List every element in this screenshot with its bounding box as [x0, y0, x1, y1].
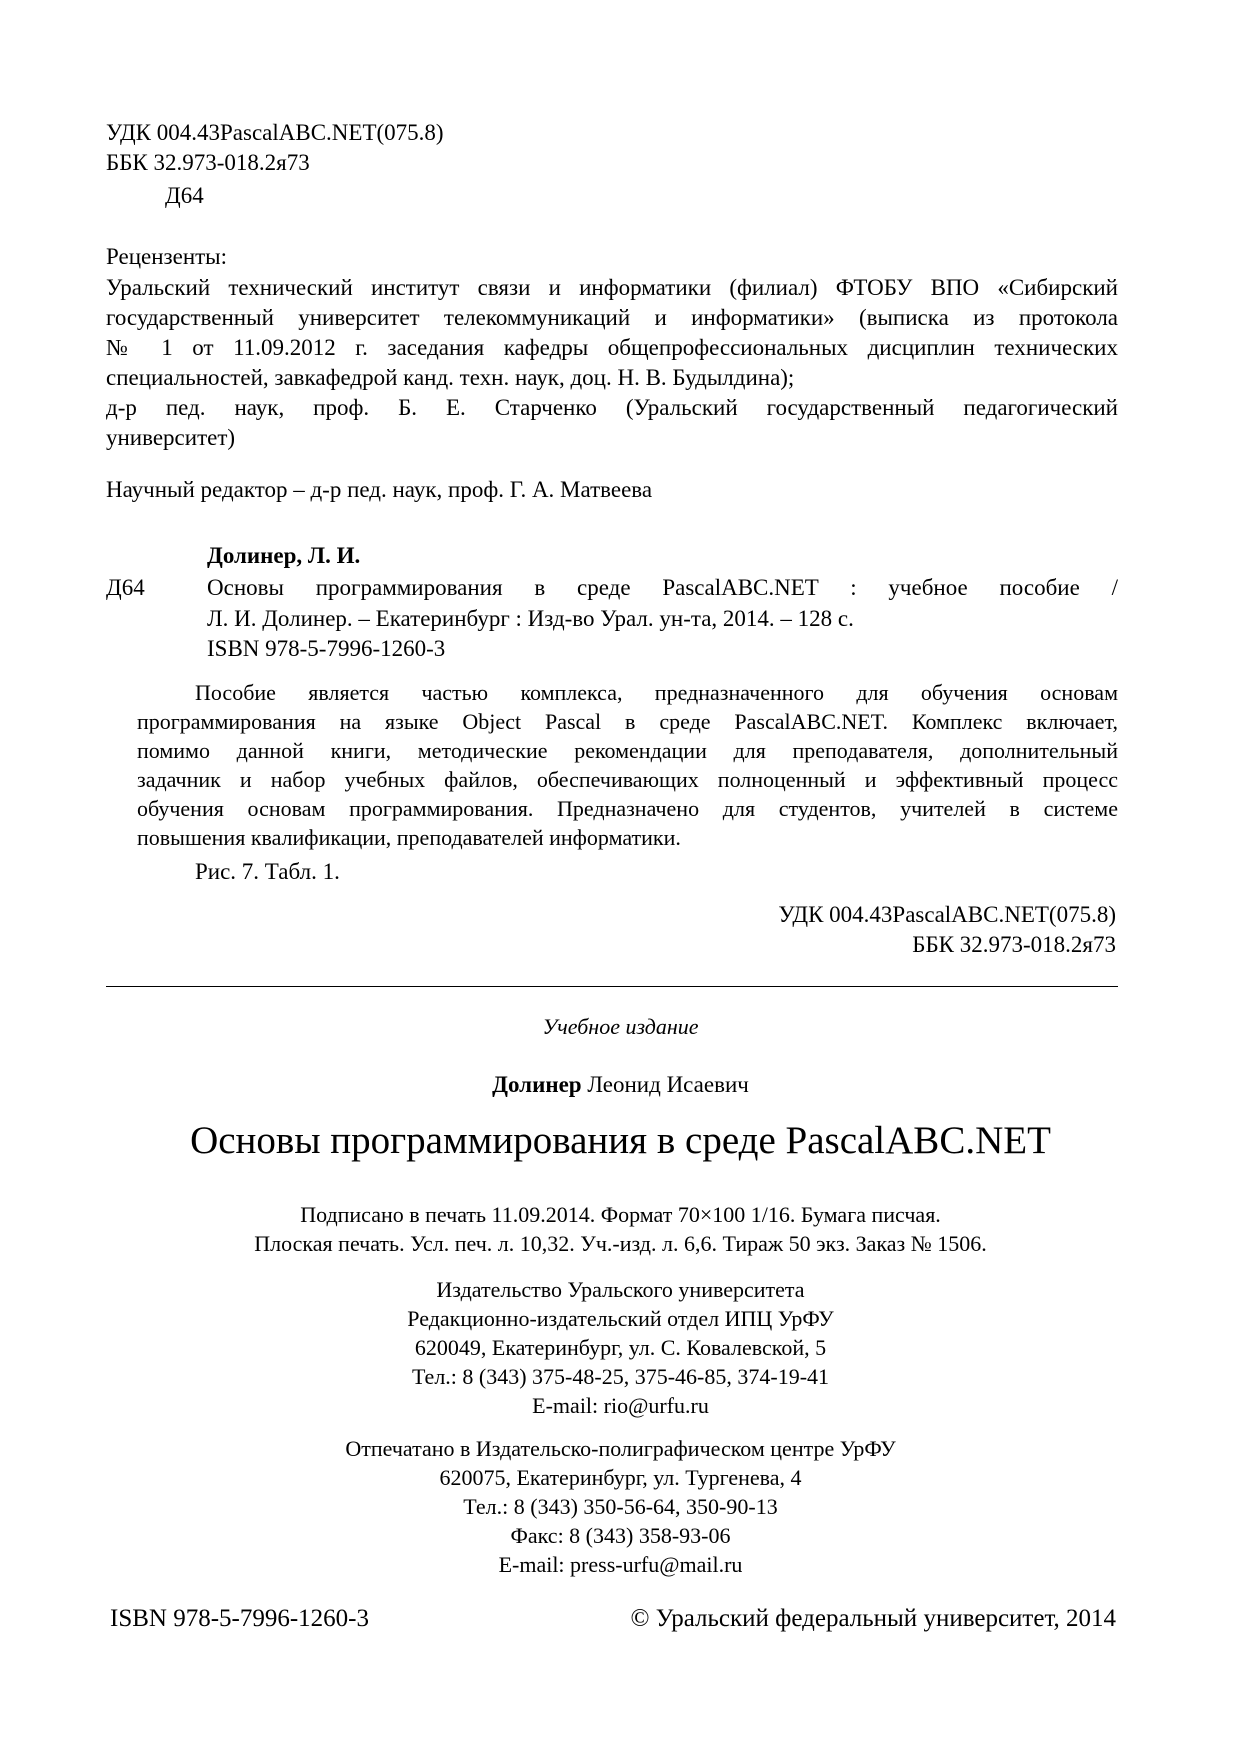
printer-line: Факс: 8 (343) 358-93-06: [510, 1523, 731, 1548]
abstract-line: Пособие является частью комплекса, предназначенного для обучения основам: [195, 680, 1118, 705]
printer-email: E-mail: press-urfu@mail.ru: [498, 1552, 743, 1577]
imprint-author-rest: Леонид Исаевич: [581, 1072, 749, 1097]
printer-line: Отпечатано в Издательско-полиграфическом центре УрФУ: [345, 1436, 896, 1461]
reviewers-line: Уральский технический институт связи и информатики (филиал) ФТОБУ ВПО «Сибирский: [106, 275, 1118, 300]
catalog-publication-line: Л. И. Долинер. – Екатеринбург : Изд-во Урал. ун-та, 2014. – 128 с.: [207, 606, 854, 631]
author-code: Д64: [165, 183, 204, 208]
udk-code: УДК 004.43PascalABC.NET(075.8): [106, 120, 444, 145]
scientific-editor: Научный редактор – д-р пед. наук, проф. Г. А. Матвеева: [106, 477, 653, 502]
publisher-email: E-mail: rio@urfu.ru: [532, 1393, 709, 1418]
abstract-line: повышения квалификации, преподавателей информатики.: [137, 825, 681, 850]
abstract-line: программирования на языке Object Pascal в среде PascalABC.NET. Комплекс включает,: [137, 709, 1118, 734]
abstract-line: задачник и набор учебных файлов, обеспечивающих полноценный и эффективный процесс: [137, 767, 1118, 792]
catalog-code: Д64: [106, 575, 145, 600]
print-info-1: Подписано в печать 11.09.2014. Формат 70×100 1/16. Бумага писчая.: [300, 1202, 941, 1227]
bbk-code: ББК 32.973-018.2я73: [106, 150, 310, 175]
publisher-line: Тел.: 8 (343) 375-48-25, 375-46-85, 374-19-41: [411, 1364, 830, 1389]
reviewers-line: специальностей, завкафедрой канд. техн. наук, доц. Н. В. Будылдина);: [106, 365, 795, 390]
edition-type: Учебное издание: [542, 1014, 699, 1039]
catalog-author: Долинер, Л. И.: [207, 543, 361, 568]
footer-udk: УДК 004.43PascalABC.NET(075.8): [778, 902, 1116, 927]
reviewers-line: д-р пед. наук, проф. Б. Е. Старченко (Уральский государственный педагогический: [106, 395, 1118, 420]
imprint-author-last: Долинер: [492, 1072, 582, 1097]
abstract-line: помимо данной книги, методические рекомендации для преподавателя, дополнительный: [137, 738, 1118, 763]
printer-line: Тел.: 8 (343) 350-56-64, 350-90-13: [463, 1494, 778, 1519]
publisher-line: 620049, Екатеринбург, ул. С. Ковалевской, 5: [414, 1335, 827, 1360]
book-title: Основы программирования в среде PascalABC.NET: [190, 1119, 1051, 1162]
publisher-line: Редакционно-издательский отдел ИПЦ УрФУ: [407, 1306, 834, 1331]
reviewers-line: университет): [106, 425, 236, 450]
abstract-line: обучения основам программирования. Предназначено для студентов, учителей в системе: [137, 796, 1118, 821]
reviewers-line: № 1 от 11.09.2012 г. заседания кафедры общепрофессиональных дисциплин технических: [106, 335, 1118, 360]
footer-bbk: ББК 32.973-018.2я73: [912, 932, 1116, 957]
catalog-title-line: Основы программирования в среде PascalABC.NET : учебное пособие /: [207, 575, 1118, 600]
bottom-isbn: ISBN 978-5-7996-1260-3: [110, 1605, 370, 1632]
catalog-isbn: ISBN 978-5-7996-1260-3: [207, 636, 446, 661]
printer-line: 620075, Екатеринбург, ул. Тургенева, 4: [439, 1465, 802, 1490]
reviewers-label: Рецензенты:: [106, 244, 228, 269]
print-info-2: Плоская печать. Усл. печ. л. 10,32. Уч.-изд. л. 6,6. Тираж 50 экз. Заказ № 1506.: [254, 1231, 987, 1256]
figures-tables: Рис. 7. Табл. 1.: [195, 859, 340, 884]
reviewers-line: государственный университет телекоммуникаций и информатики» (выписка из протокола: [106, 305, 1118, 330]
imprint-author: [0, 1070, 1241, 1100]
divider-line: [106, 986, 1118, 987]
copyright: © Уральский федеральный университет, 2014: [630, 1605, 1116, 1632]
publisher-line: Издательство Уральского университета: [436, 1277, 805, 1302]
